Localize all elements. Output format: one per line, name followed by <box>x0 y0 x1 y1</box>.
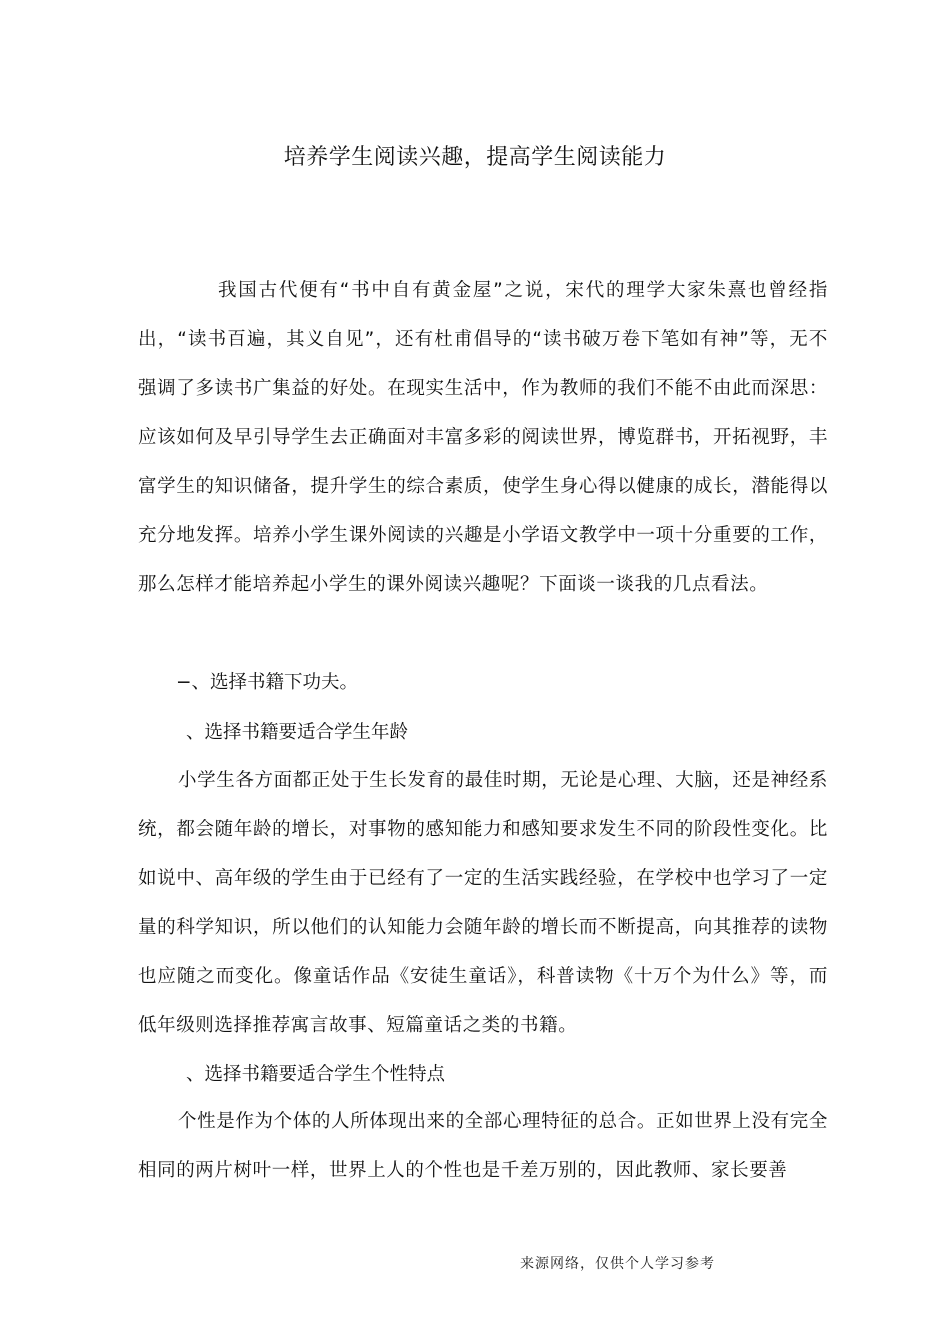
footer-note: 来源网络，仅供个人学习参考 <box>520 1256 715 1272</box>
document-title: 培养学生阅读兴趣，提高学生阅读能力 <box>283 145 667 170</box>
subsection-paragraph-age: 小学生各方面都正处于生长发育的最佳时期，无论是心理、大脑，还是神经系统，都会随年龄的增长，对事物的感知能力和感知要求发生不同的阶段性变化。比如说中、高年级的学生由于已经有了一定的生活实践经验，在学校中也学习了一定量的科学知识，所以他们的认知能力会随年龄的增长而不断提高，向其推荐的读物也应随之而变化。像童话作品《安徒生童话》，科普读物《十万个为什么》等，而低年级则选择推荐寓言故事、短篇童话之类的书籍。 <box>138 770 828 1036</box>
subsection-heading-age: 、选择书籍要适合学生年龄 <box>186 722 409 743</box>
subsection-heading-personality: 、选择书籍要适合学生个性特点 <box>186 1064 446 1085</box>
subsection-paragraph-personality: 个性是作为个体的人所体现出来的全部心理特征的总合。正如世界上没有完全相同的两片树叶一样，世界上人的个性也是千差万别的，因此教师、家长要善 <box>138 1111 828 1181</box>
section-heading-1: −、选择书籍下功夫。 <box>176 672 359 693</box>
intro-paragraph: 我国古代便有“书中自有黄金屋”之说，宋代的理学大家朱熹也曾经指出，“读书百遍，其义自见”，还有杜甫倡导的“读书破万卷下笔如有神”等，无不强调了多读书广集益的好处。在现实生活中，作为教师的我们不能不由此而深思：应该如何及早引导学生去正确面对丰富多彩的阅读世界，博览群书，开拓视野，丰富学生的知识储备，提升学生的综合素质，使学生身心得以健康的成长，潜能得以充分地发挥。培养小学生课外阅读的兴趣是小学语文教学中一项十分重要的工作，那么怎样才能培养起小学生的课外阅读兴趣呢？下面谈一谈我的几点看法。 <box>138 280 828 595</box>
